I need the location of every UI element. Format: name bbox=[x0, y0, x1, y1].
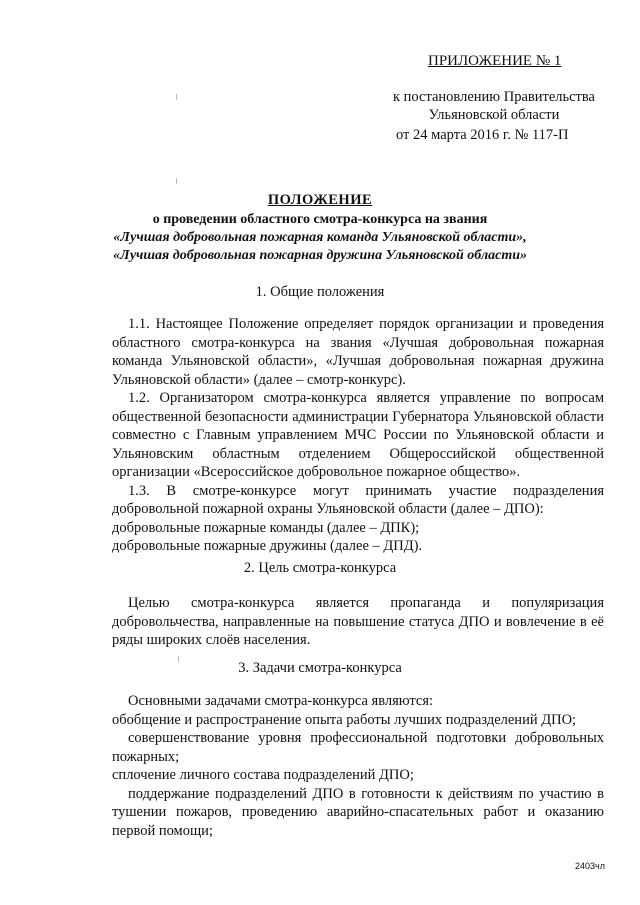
section1-paragraph-5: добровольные пожарные дружины (далее – ДПД). bbox=[112, 538, 423, 554]
section3-paragraph-3: совершенствование уровня профессиональной подготовки добровольных пожарных; bbox=[112, 730, 604, 765]
scan-speck bbox=[178, 656, 179, 662]
section1-paragraph-1: 1.1. Настоящее Положение определяет порядок организации и проведения областного смотра-конкурса на звания «Лучшая добровольная пожарная команда Ульяновской области», «Лучшая добровольная пожарная дружина Ульяновской области» (далее – смотр-конкурс). bbox=[112, 316, 604, 388]
section1-paragraph-2: 1.2. Организатором смотра-конкурса является управление по вопросам общественной безопасности администрации Губернатора Ульяновской области совместно с Главным управлением МЧС России по Ульяновской области и Ульяновским областным отделением Общероссийской общественной организации «Всероссийское добровольное пожарное общество». bbox=[112, 390, 604, 480]
appendix-date: от 24 марта 2016 г. № 117-П bbox=[396, 127, 569, 143]
appendix-reference-line2: Ульяновской области bbox=[428, 107, 560, 123]
section3-heading: 3. Задачи смотра-конкурса bbox=[238, 660, 402, 676]
section1-paragraph-4: добровольные пожарные команды (далее – ДПК); bbox=[112, 519, 420, 536]
scan-speck bbox=[176, 178, 177, 184]
appendix-label: ПРИЛОЖЕНИЕ № 1 bbox=[428, 53, 562, 69]
document-title: ПОЛОЖЕНИЕ bbox=[267, 192, 373, 208]
section3-body bbox=[112, 692, 604, 840]
section3-paragraph-5: поддержание подразделений ДПО в готовности к действиям по участию в тушении пожаров, проведению аварийно-спасательных работ и оказанию первой помощи; bbox=[112, 785, 604, 839]
appendix-reference bbox=[388, 88, 600, 124]
document-subtitle-line2: «Лучшая добровольная пожарная команда Ульяновской области», bbox=[113, 230, 527, 245]
section1-body bbox=[112, 315, 604, 556]
scan-speck bbox=[176, 94, 177, 100]
section2-paragraph-1: Целью смотра-конкурса является пропаганда и популяризация добровольчества, направленные на повышение статуса ДПО и вовлечение в её ряды широких слоёв населения. bbox=[112, 595, 604, 648]
document-subtitle-line1: о проведении областного смотра-конкурса на звания bbox=[152, 212, 488, 227]
section3-paragraph-1: Основными задачами смотра-конкурса являются: bbox=[128, 693, 434, 709]
page-code: 2403чл bbox=[575, 861, 605, 871]
appendix-reference-line1: к постановлению Правительства bbox=[393, 89, 595, 105]
section1-paragraph-3: 1.3. В смотре-конкурсе могут принимать участие подразделения добровольной пожарной охраны Ульяновской области (далее – ДПО): bbox=[112, 482, 604, 517]
section2-heading: 2. Цель смотра-конкурса bbox=[243, 560, 397, 576]
section3-paragraph-2: обобщение и распространение опыта работы лучших подразделений ДПО; bbox=[112, 711, 577, 728]
document-subtitle-line3: «Лучшая добровольная пожарная дружина Ульяновской области» bbox=[112, 248, 528, 263]
section1-heading: 1. Общие положения bbox=[255, 284, 385, 300]
section3-paragraph-4: сплочение личного состава подразделений ДПО; bbox=[112, 767, 414, 783]
section2-body bbox=[112, 594, 604, 650]
